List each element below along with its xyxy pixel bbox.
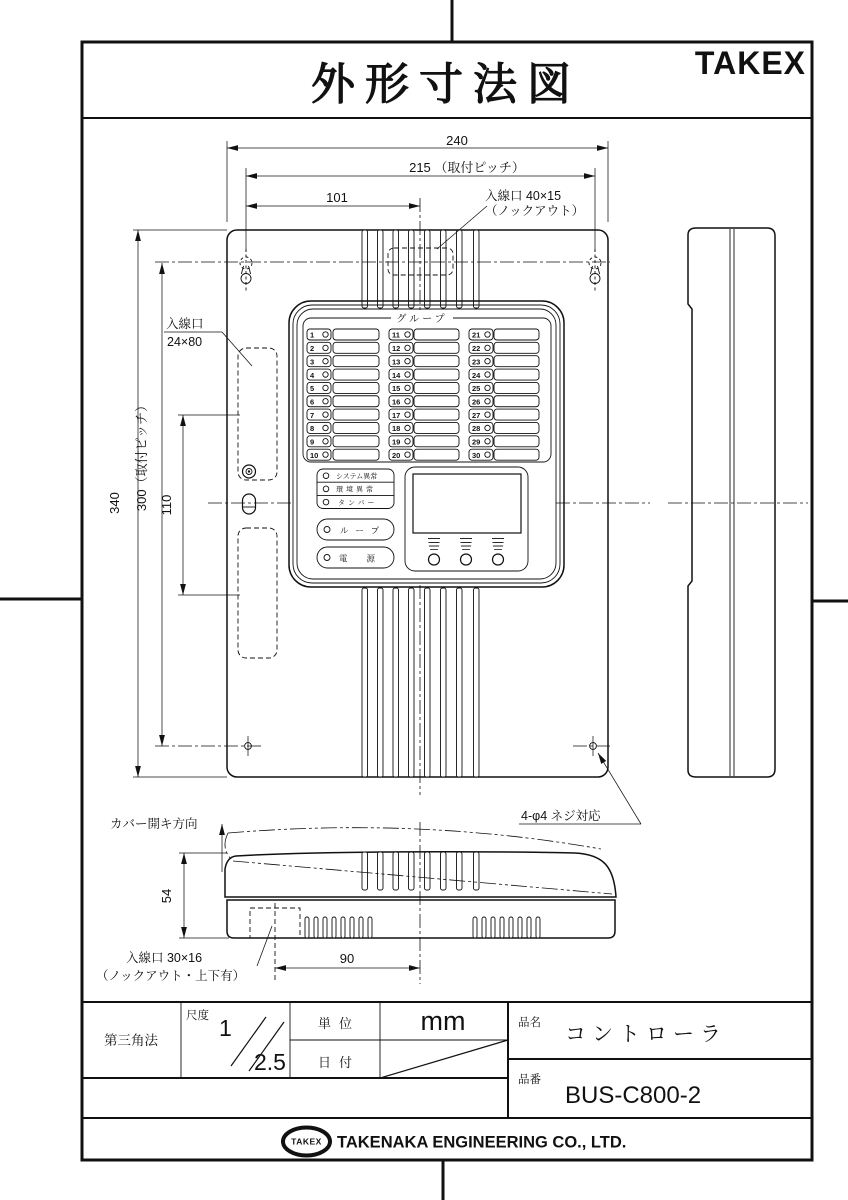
group-indicator-row xyxy=(307,422,379,433)
dim-mount-pitch-v: 300（取付ピッチ） xyxy=(134,398,149,512)
unit-value: mm xyxy=(420,1006,466,1036)
svg-text:11: 11 xyxy=(392,330,400,340)
cover-profile xyxy=(225,852,616,897)
product-name: コントローラ xyxy=(565,1023,727,1046)
top-vent-slots xyxy=(362,230,479,308)
group-indicator-row xyxy=(389,356,459,367)
svg-text:19: 19 xyxy=(392,437,401,447)
label-inlet-bottom-1: 入線口 30×16 xyxy=(126,951,203,965)
group-indicator-row xyxy=(389,369,459,380)
footer xyxy=(283,1128,626,1156)
svg-text:1: 1 xyxy=(310,330,315,340)
svg-text:18: 18 xyxy=(392,424,401,434)
group-indicator-row xyxy=(389,342,459,353)
cover-vent-slots xyxy=(362,852,479,890)
knockout-left-upper xyxy=(238,348,277,480)
product-name-label: 品名 xyxy=(518,1017,541,1029)
loop-led xyxy=(324,527,330,533)
svg-text:27: 27 xyxy=(472,410,481,420)
group-indicator-row xyxy=(469,449,539,460)
svg-text:22: 22 xyxy=(472,344,481,354)
dim-width-total: 240 xyxy=(446,133,468,148)
svg-text:13: 13 xyxy=(392,357,401,367)
cover-lock-screw xyxy=(243,465,256,478)
svg-text:8: 8 xyxy=(310,424,315,434)
group-indicator-row xyxy=(307,382,379,393)
label-cover-open: カバー開キ方向 xyxy=(110,817,198,831)
svg-text:5: 5 xyxy=(310,384,315,394)
knockout-left-lower xyxy=(238,528,277,658)
dim-mount-pitch-h: 215 （取付ピッチ） xyxy=(409,160,525,175)
svg-text:14: 14 xyxy=(392,370,401,380)
mounting-keyhole-left xyxy=(240,249,252,293)
group-indicator-row xyxy=(469,409,539,420)
svg-text:10: 10 xyxy=(310,450,319,460)
label-inlet-top-1: 入線口 40×15 xyxy=(485,189,562,203)
panel-button-1 xyxy=(428,539,440,566)
group-indicator-row xyxy=(389,436,459,447)
svg-text:24: 24 xyxy=(472,370,481,380)
svg-text:25: 25 xyxy=(472,384,481,394)
label-inlet-top-2: （ノックアウト） xyxy=(485,204,585,218)
group-indicator-row xyxy=(307,329,379,340)
product-code-label: 品番 xyxy=(518,1074,541,1086)
scale-label: 尺度 xyxy=(186,1010,209,1022)
base-profile xyxy=(227,900,615,938)
panel-button-3 xyxy=(492,539,504,566)
group-indicator-row xyxy=(307,409,379,420)
svg-text:12: 12 xyxy=(392,344,401,354)
group-indicator-row xyxy=(389,329,459,340)
group-indicator-panel xyxy=(303,311,551,462)
environment-fault-label: 環境異常 xyxy=(336,486,376,494)
group-indicator-row xyxy=(469,369,539,380)
group-indicator-row xyxy=(307,396,379,407)
tamper-label: タンパー xyxy=(338,499,378,507)
svg-text:4: 4 xyxy=(310,370,315,380)
title-block xyxy=(82,1002,812,1118)
group-indicator-row xyxy=(307,342,379,353)
base-vent-slots xyxy=(305,917,540,938)
status-indicator-box xyxy=(317,469,394,509)
product-code: BUS-C800-2 xyxy=(565,1082,702,1109)
header xyxy=(311,45,806,109)
power-indicator xyxy=(317,547,394,568)
bottom-vent-slots xyxy=(362,588,479,777)
group-indicator-row xyxy=(389,422,459,433)
svg-text:21: 21 xyxy=(472,330,481,340)
loop-indicator xyxy=(317,519,394,540)
group-indicator-row xyxy=(469,342,539,353)
dim-knockout-offset: 90 xyxy=(339,951,355,966)
group-indicator-row xyxy=(469,436,539,447)
svg-text:23: 23 xyxy=(472,357,481,367)
svg-text:7: 7 xyxy=(310,410,315,420)
svg-text:9: 9 xyxy=(310,437,315,447)
svg-text:26: 26 xyxy=(472,397,481,407)
system-fault-led xyxy=(323,473,329,479)
dim-depth: 54 xyxy=(159,888,174,904)
scale-numerator: 1 xyxy=(219,1015,232,1041)
group-indicator-row xyxy=(307,369,379,380)
group-indicator-row xyxy=(307,356,379,367)
group-indicator-row xyxy=(469,396,539,407)
svg-text:28: 28 xyxy=(472,424,481,434)
svg-text:16: 16 xyxy=(392,397,401,407)
group-indicator-row xyxy=(307,449,379,460)
front-view xyxy=(155,198,808,795)
panel-button-2 xyxy=(460,539,472,566)
tamper-led xyxy=(323,499,329,505)
projection-label: 第三角法 xyxy=(104,1033,158,1048)
label-inlet-bottom-2: （ノックアウト・上下有） xyxy=(96,969,246,983)
environment-fault-led xyxy=(323,486,329,492)
power-led xyxy=(324,555,330,561)
svg-text:30: 30 xyxy=(472,450,481,460)
label-inlet-left-1: 入線口 xyxy=(166,317,204,331)
page-title: 外形寸法図 xyxy=(311,60,581,109)
group-indicator-row xyxy=(469,329,539,340)
sheet-frame xyxy=(82,42,812,1160)
svg-text:6: 6 xyxy=(310,397,315,407)
group-indicator-row xyxy=(389,382,459,393)
group-indicator-row xyxy=(469,382,539,393)
loop-label: ループ xyxy=(340,525,387,536)
group-indicator-row xyxy=(469,356,539,367)
cover-latch-slot xyxy=(243,494,256,514)
group-indicator-row xyxy=(389,449,459,460)
dim-height-total: 340 xyxy=(107,492,122,514)
svg-text:15: 15 xyxy=(392,384,401,394)
label-screw: 4-φ4 ネジ対応 xyxy=(521,809,601,823)
display-window xyxy=(413,474,521,533)
power-label: 電源 xyxy=(339,553,395,564)
bottom-view xyxy=(225,822,616,984)
group-indicator-row xyxy=(389,409,459,420)
label-inlet-left-2: 24×80 xyxy=(167,335,203,349)
scale-denominator: 2.5 xyxy=(254,1049,286,1075)
footer-company: TAKENAKA ENGINEERING CO., LTD. xyxy=(337,1133,627,1152)
operation-panel xyxy=(405,467,528,571)
group-label: グループ xyxy=(396,314,448,325)
dim-offset-v: 110 xyxy=(159,494,174,516)
system-fault-label: システム異常 xyxy=(336,473,378,481)
date-label: 日付 xyxy=(317,1055,361,1070)
svg-text:20: 20 xyxy=(392,450,401,460)
svg-text:17: 17 xyxy=(392,410,401,420)
unit-label: 単位 xyxy=(317,1016,361,1031)
group-indicator-row xyxy=(389,396,459,407)
cover-open-phantom xyxy=(225,828,612,894)
footer-logo-text: TAKEX xyxy=(291,1136,322,1147)
svg-text:2: 2 xyxy=(310,344,315,354)
group-indicator-row xyxy=(307,436,379,447)
side-view xyxy=(688,228,775,777)
brand-logo: TAKEX xyxy=(694,45,806,81)
svg-text:29: 29 xyxy=(472,437,481,447)
svg-text:3: 3 xyxy=(310,357,315,367)
dim-offset-h: 101 xyxy=(326,190,348,205)
mounting-keyhole-right xyxy=(589,249,601,293)
group-indicator-row xyxy=(469,422,539,433)
